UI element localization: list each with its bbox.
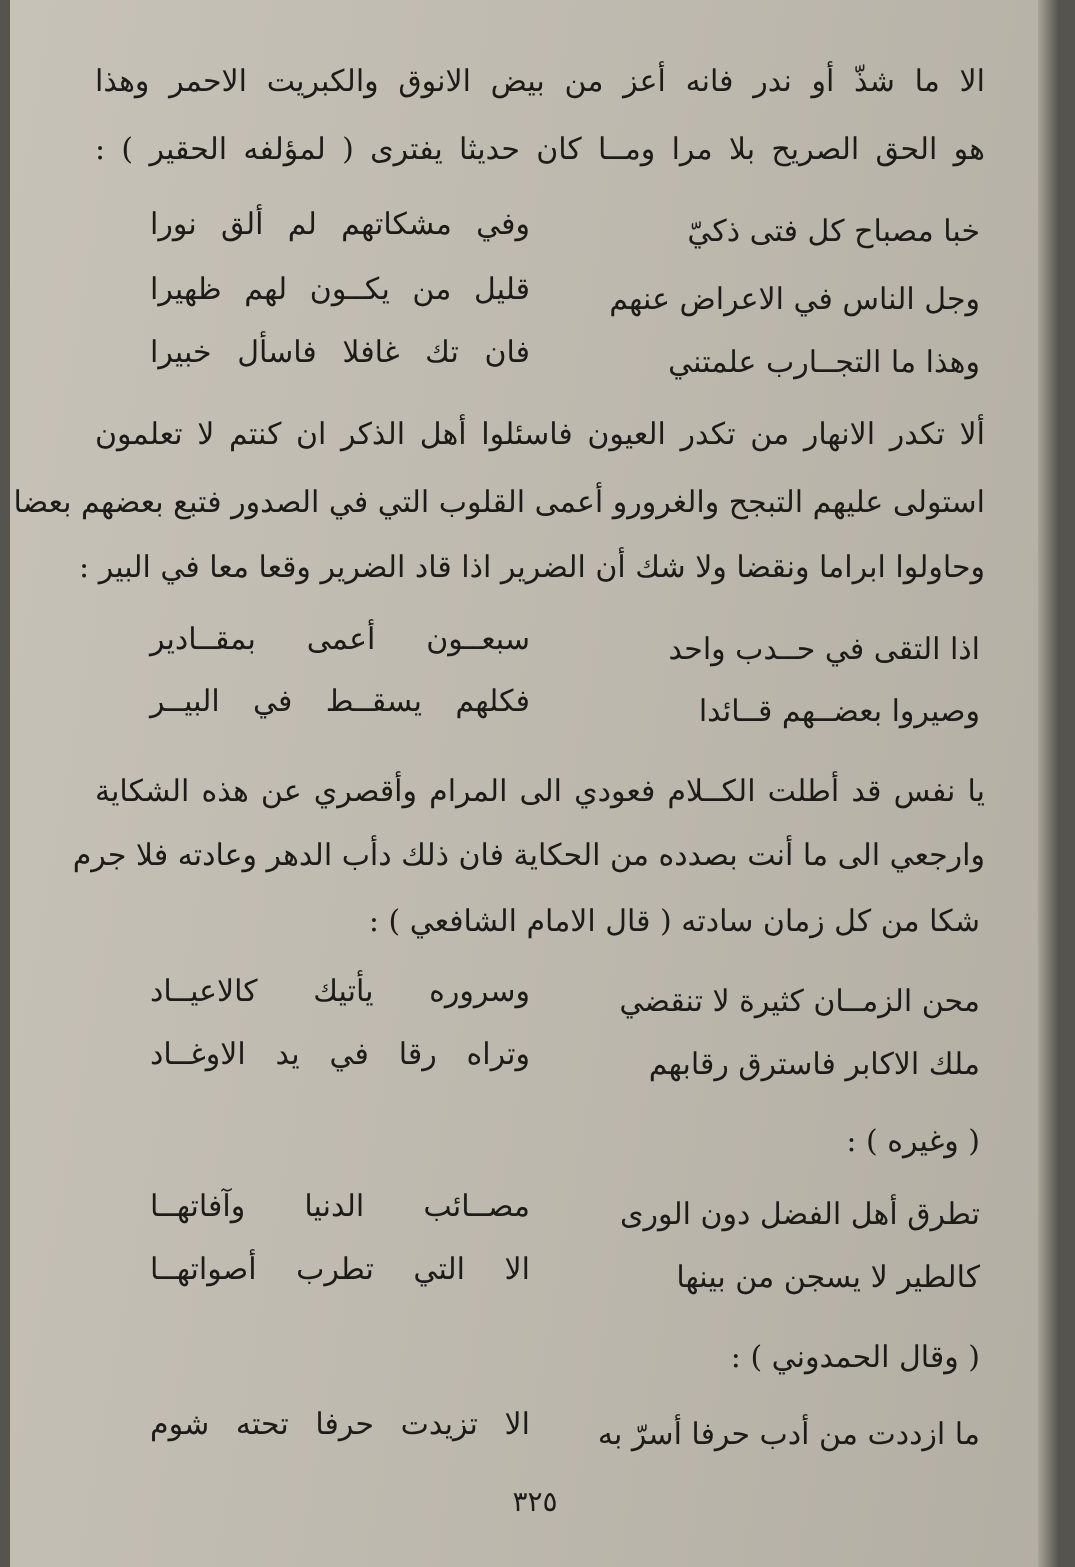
verse-first-hemistich: خبا مصباح كل فتى ذكيّ — [687, 214, 980, 249]
verse-second-hemistich: مصــائب الدنيا وآفاتهــا — [150, 1189, 530, 1224]
verse-first-hemistich: وجل الناس في الاعراض عنهم — [609, 282, 980, 317]
verse-second-hemistich: فكلهم يسقــط في البيــر — [150, 684, 530, 719]
verse-first-hemistich: وصيروا بعضــهم قــائدا — [698, 694, 980, 729]
verse-first-hemistich: ملك الاكابر فاسترق رقابهم — [648, 1047, 980, 1082]
prose-line: الا ما شذّ أو ندر فانه أعز من بيض الانوق والكبريت الاحمر وهذا — [95, 64, 985, 99]
verse-first-hemistich: محن الزمــان كثيرة لا تنقضي — [619, 984, 980, 1019]
verse-second-hemistich: الا التي تطرب أصواتهــا — [150, 1252, 530, 1287]
poem-heading: ( وقال الحمدوني ) : — [730, 1340, 980, 1375]
verse-first-hemistich: تطرق أهل الفضل دون الورى — [619, 1197, 980, 1232]
verse-first-hemistich: كالطير لا يسجن من بينها — [676, 1260, 980, 1295]
prose-line: استولى عليهم التبجح والغرورو أعمى القلوب التي في الصدور فتبع بعضهم بعضا — [13, 485, 985, 520]
prose-line: وحاولوا ابراما ونقضا ولا شك أن الضرير اذا قاد الضرير وقعا معا في البير : — [79, 550, 985, 585]
verse-second-hemistich: قليل من يكــون لهم ظهيرا — [150, 272, 530, 307]
prose-line: ألا تكدر الانهار من تكدر العيون فاسئلوا أهل الذكر ان كنتم لا تعلمون — [95, 417, 985, 452]
poem-heading: ( وغيره ) : — [846, 1124, 980, 1159]
verse-first-hemistich: وهذا ما التجــارب علمتني — [668, 345, 980, 380]
prose-line: وارجعي الى ما أنت بصدده من الحكاية فان ذلك دأب الدهر وعادته فلا جرم — [72, 838, 985, 873]
verse-second-hemistich: وفي مشكاتهم لم ألق نورا — [150, 207, 530, 242]
verse-second-hemistich: سبعــون أعمى بمقــادير — [150, 622, 530, 657]
verse-second-hemistich: وسروره يأتيك كالاعيــاد — [150, 974, 530, 1009]
prose-line: هو الحق الصريح بلا مرا ومــا كان حديثا يفترى ( لمؤلفه الحقير ) : — [95, 132, 985, 167]
prose-line: شكا من كل زمان سادته ( قال الامام الشافعي ) : — [368, 904, 980, 939]
verse-first-hemistich: اذا التقى في حــدب واحد — [668, 632, 980, 667]
verse-second-hemistich: وتراه رقا في يد الاوغــاد — [150, 1037, 530, 1072]
book-page — [10, 0, 1060, 1567]
verse-first-hemistich: ما ازددت من أدب حرفا أسرّ به — [597, 1417, 980, 1452]
page-edge-shadow — [1038, 0, 1060, 1567]
page-number: ٣٢٥ — [512, 1485, 558, 1518]
verse-second-hemistich: الا تزيدت حرفا تحته شوم — [150, 1407, 530, 1442]
verse-second-hemistich: فان تك غافلا فاسأل خبيرا — [150, 335, 530, 370]
prose-line: يا نفس قد أطلت الكــلام فعودي الى المرام وأقصري عن هذه الشكاية — [95, 774, 985, 809]
